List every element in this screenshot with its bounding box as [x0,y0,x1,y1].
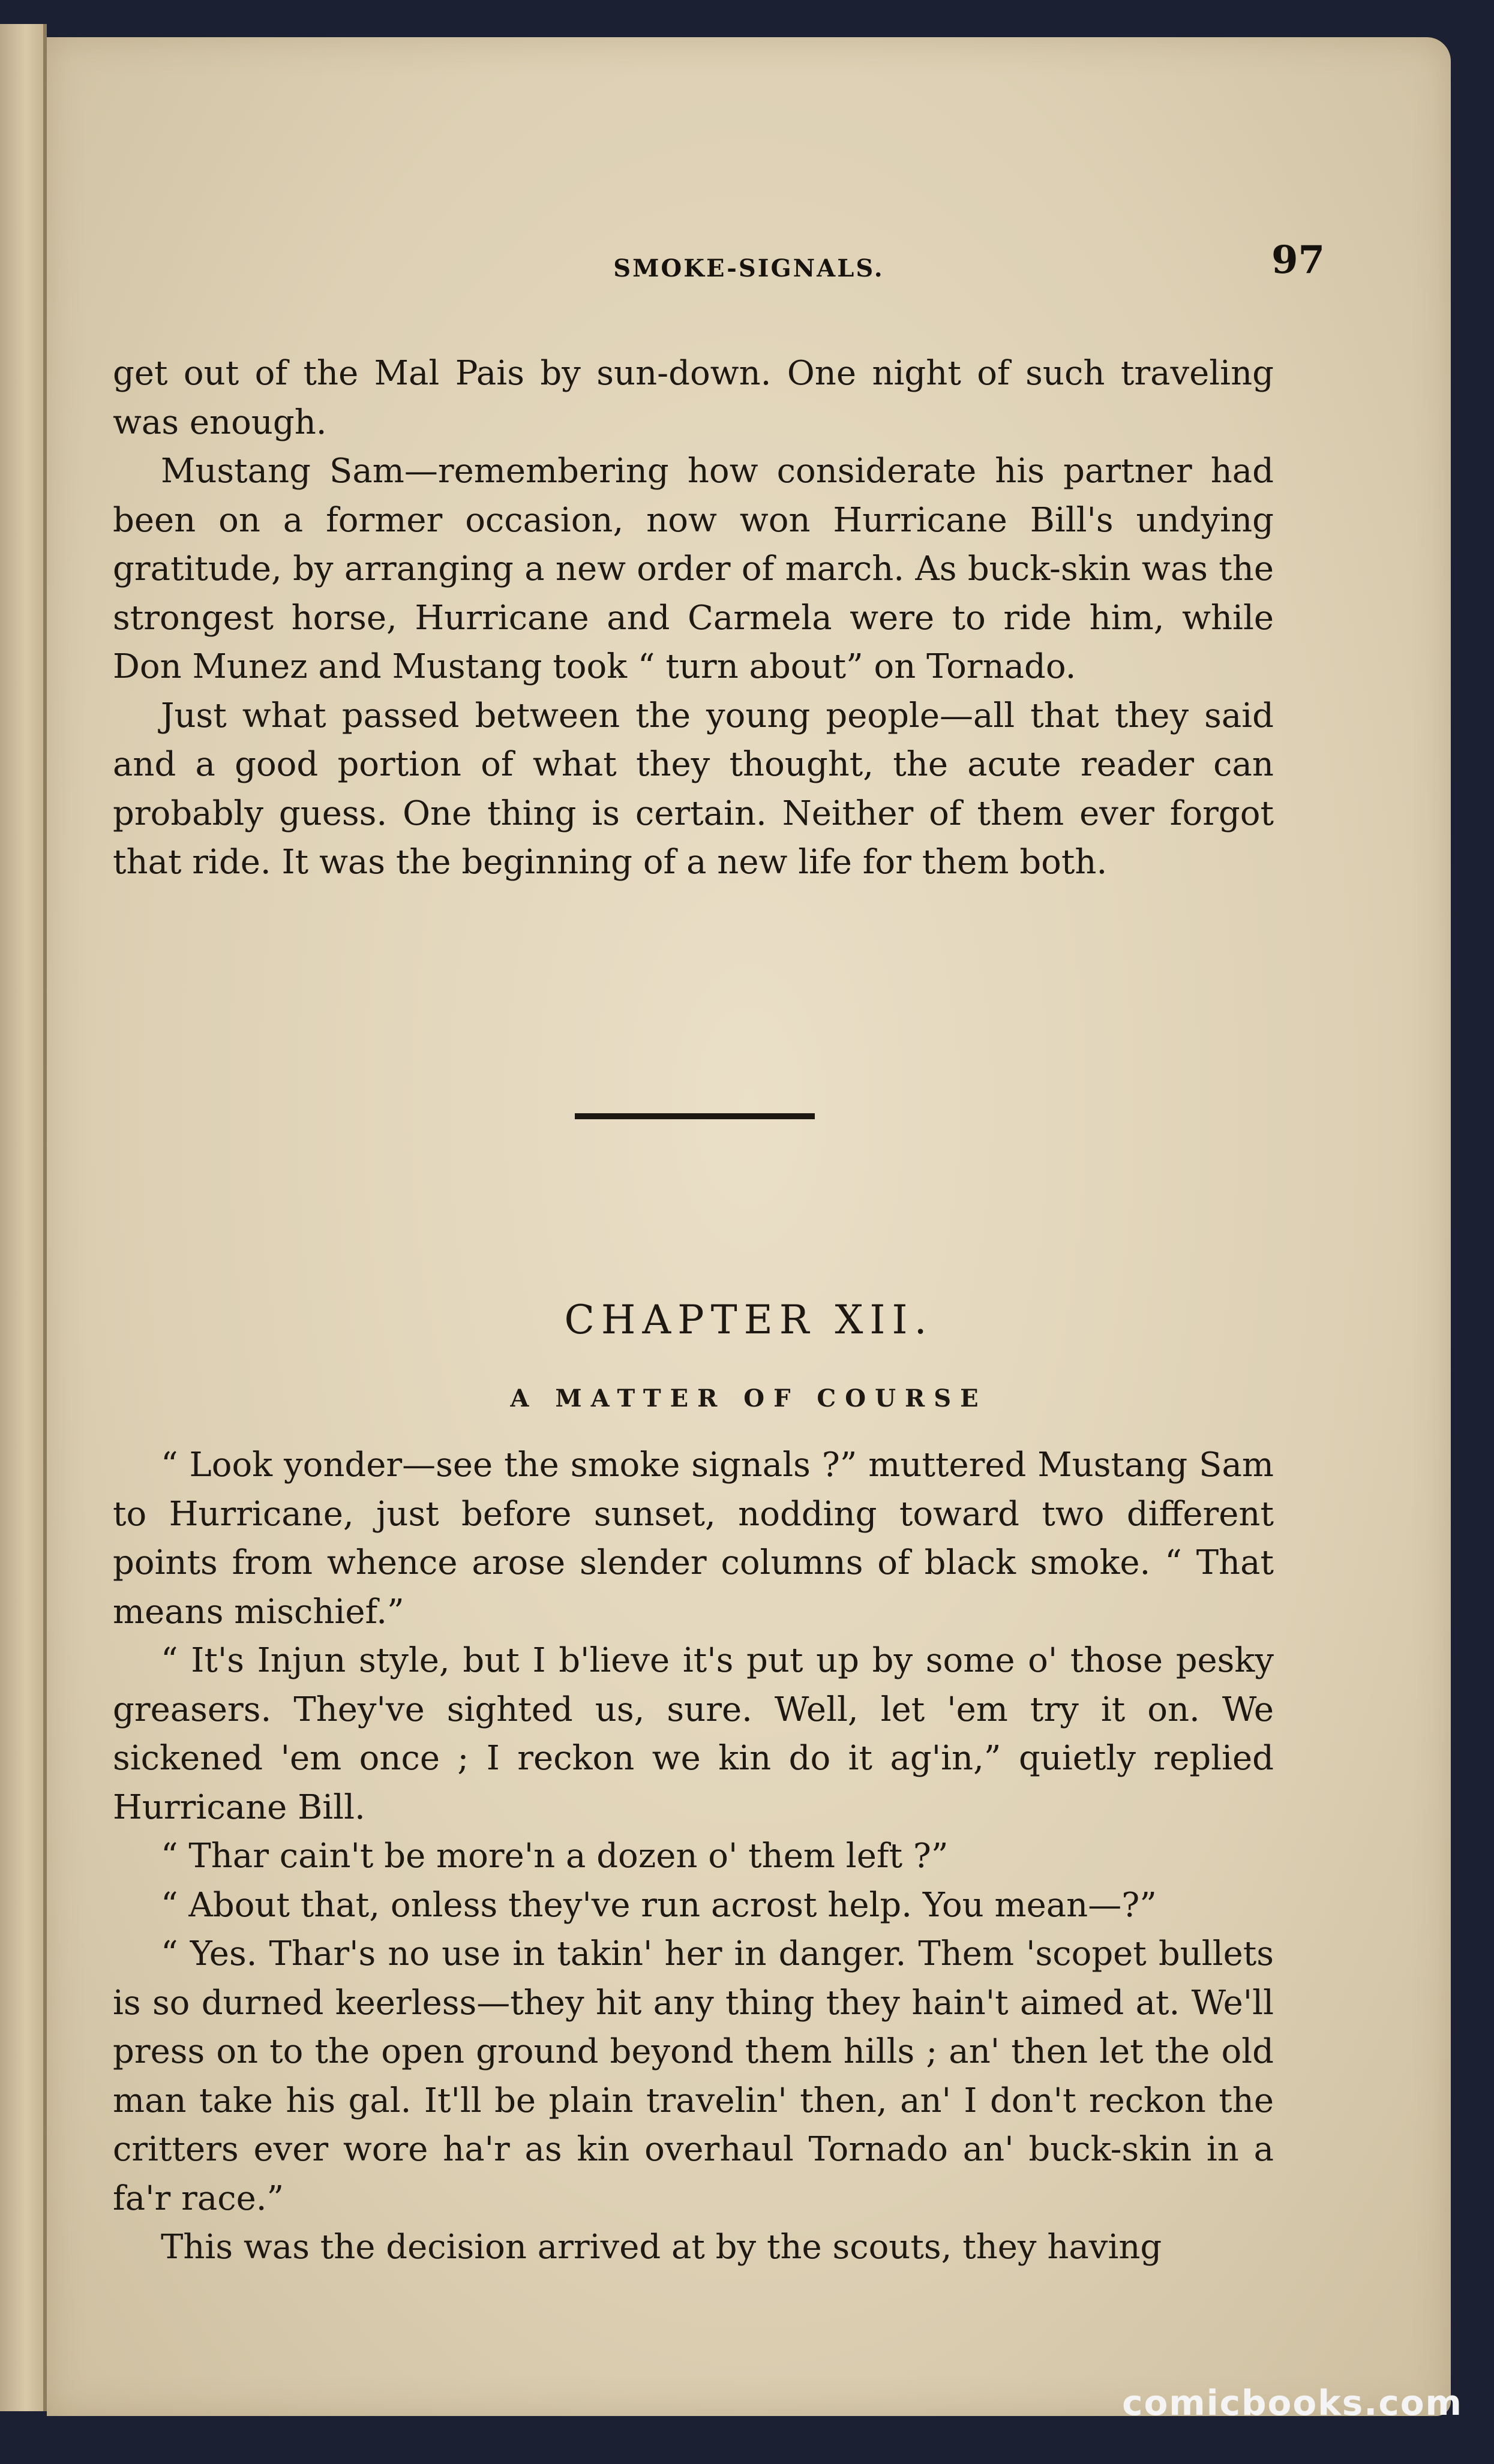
paragraph: “ Look yonder—see the smoke signals ?” muttered Mustang Sam to Hurricane, just before sunset, nodding toward two different points from whence arose slender columns of black smoke. “ That means mischief.” [113,1446,1274,1631]
section-divider-rule [575,1113,815,1119]
page-number: 97 [1271,238,1325,283]
paragraph: This was the decision arrived at by the scouts, they having [161,2228,1162,2267]
chapter-title: CHAPTER XII. [564,1297,934,1343]
paragraph: “ Yes. Thar's no use in takin' her in danger. Them 'scopet bullets is so durned keerless—they hit any thing they hain't aimed at. We'll press on to the open ground beyond them hills ; an' then let the old man take his gal. It'll be plain travelin' then, an' I don't reckon the critters ever wore ha'r as kin overhaul Tornado an' buck-skin in a fa'r race.” [113,1934,1274,2218]
chapter-subtitle: A MATTER OF COURSE [510,1384,988,1413]
paragraph: “ Thar cain't be more'n a dozen o' them left ?” [161,1837,949,1876]
left-page-edge [0,24,47,2411]
body-text-bottom [113,1441,1274,2272]
paragraph: “ It's Injun style, but I b'lieve it's put up by some o' those pesky greasers. They've sighted us, sure. Well, let 'em try it on. We sickened 'em once ; I reckon we kin do it ag'in,” quietly replied Hurricane Bill. [113,1641,1274,1827]
watermark-logo: comicbooks.com [1122,2382,1463,2423]
paragraph: get out of the Mal Pais by sun-down. One night of such traveling was enough. [113,354,1274,442]
running-header [47,217,1451,283]
body-text-top [113,349,1274,887]
book-page [47,37,1451,2416]
paragraph: Just what passed between the young people—all that they said and a good portion of what they thought, the acute reader can probably guess. One thing is certain. Neither of them ever forgot that ride. It was the beginning of a new life for them both. [113,696,1274,882]
running-title: SMOKE-SIGNALS. [613,254,884,283]
paragraph: “ About that, onless they've run acrost help. You mean—?” [161,1885,1157,1925]
paragraph: Mustang Sam—remembering how considerate his partner had been on a former occasion, now won Hurricane Bill's undying gratitude, by arranging a new order of march. As buck-skin was the strongest horse, Hurricane and Carmela were to ride him, while Don Munez and Mustang took “ turn about” on Tornado. [113,452,1274,686]
